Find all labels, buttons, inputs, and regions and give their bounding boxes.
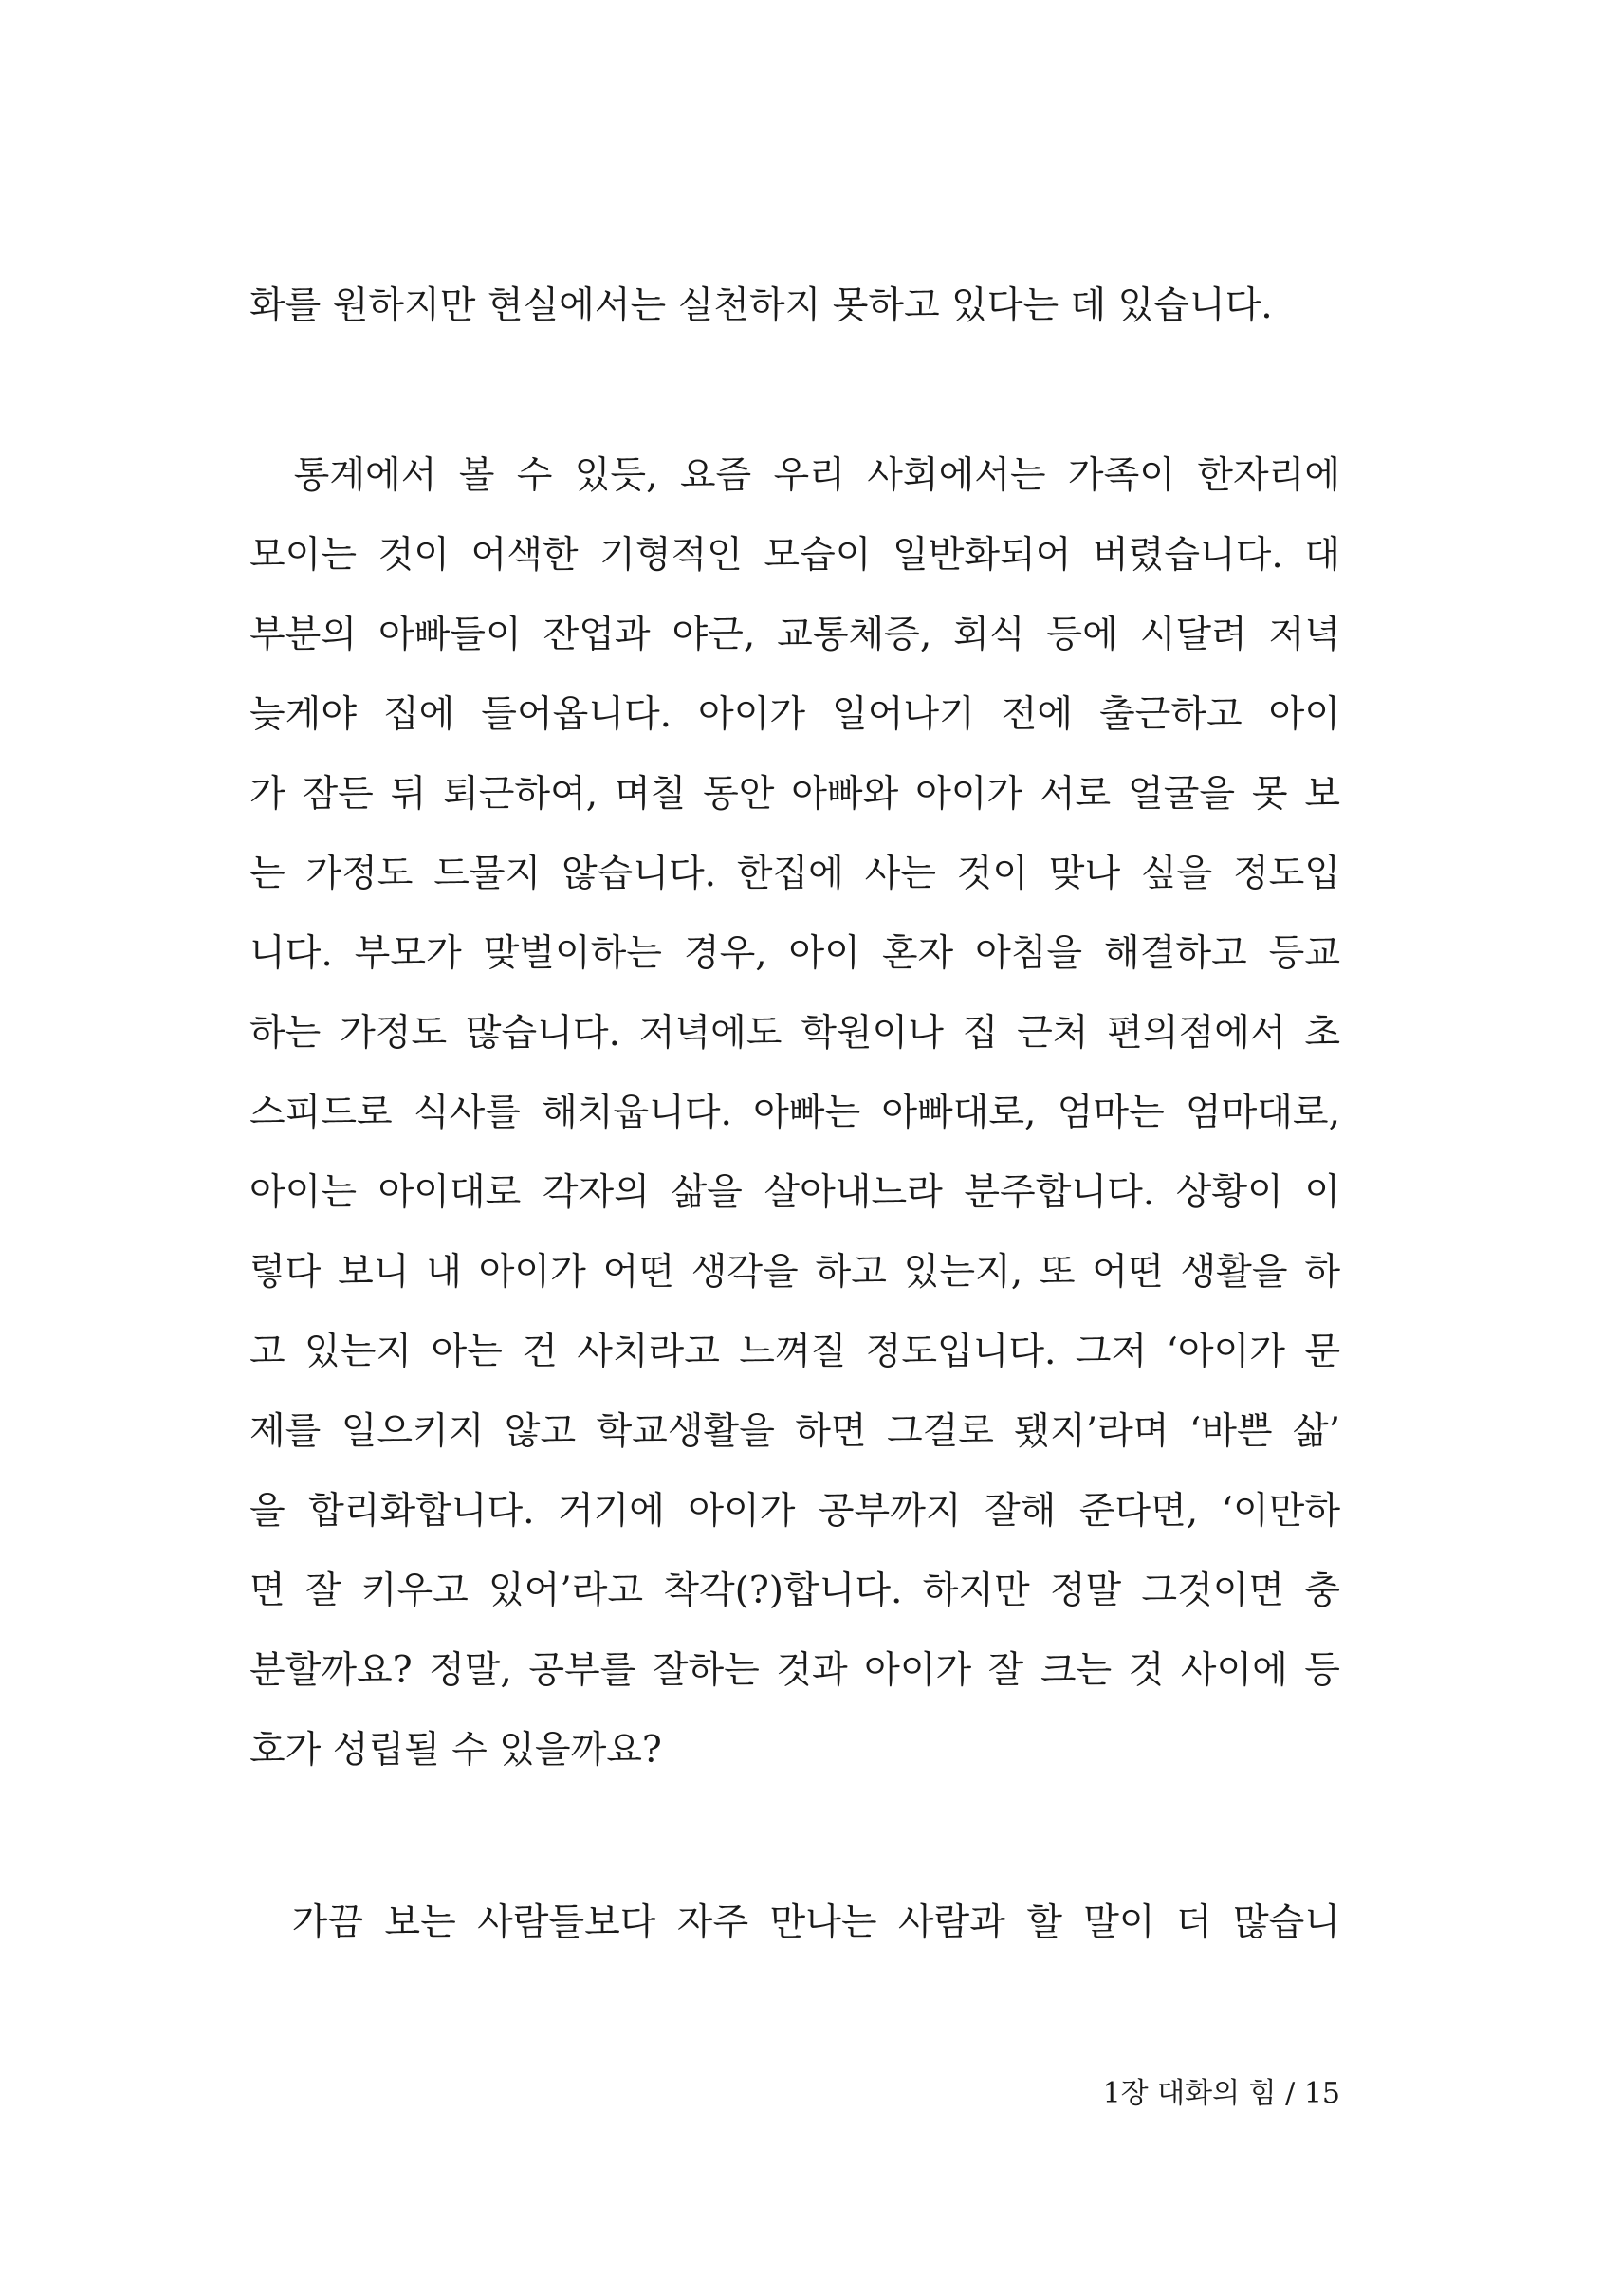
running-head-page-number: 1장 대화의 힘 / 15 [1102, 2077, 1340, 2110]
text-line: 하는 가정도 많습니다. 저녁에도 학원이나 집 근처 편의점에서 초 [249, 1012, 1340, 1055]
text-line: 니다. 부모가 맞벌이하는 경우, 아이 혼자 아침을 해결하고 등교 [249, 932, 1340, 975]
text-line: 면 잘 키우고 있어’라고 착각(?)합니다. 하지만 정말 그것이면 충 [249, 1570, 1340, 1612]
text-line-intro: 화를 원하지만 현실에서는 실천하지 못하고 있다는 데 있습니다. [249, 285, 1273, 327]
text-line: 제를 일으키지 않고 학교생활을 하면 그걸로 됐지’라며 ‘바쁜 삶’ [249, 1410, 1340, 1453]
text-line: 분할까요? 정말, 공부를 잘하는 것과 아이가 잘 크는 것 사이에 등 [249, 1649, 1340, 1692]
text-line: 고 있는지 아는 건 사치라고 느껴질 정도입니다. 그저 ‘아이가 문 [249, 1331, 1340, 1373]
text-line: 아이는 아이대로 각자의 삶을 살아내느라 분주합니다. 상황이 이 [249, 1171, 1340, 1214]
text-line: 가 잠든 뒤 퇴근하여, 며칠 동안 아빠와 아이가 서로 얼굴을 못 보 [249, 773, 1340, 816]
text-line: 렇다 보니 내 아이가 어떤 생각을 하고 있는지, 또 어떤 생활을 하 [249, 1251, 1340, 1294]
text-line-last: 호가 성립될 수 있을까요? [249, 1729, 662, 1772]
text-line: 스피드로 식사를 해치웁니다. 아빠는 아빠대로, 엄마는 엄마대로, [249, 1092, 1340, 1134]
text-line: 는 가정도 드물지 않습니다. 한집에 사는 것이 맞나 싶을 정도입 [249, 853, 1340, 895]
text-line: 부분의 아빠들이 잔업과 야근, 교통체증, 회식 등에 시달려 저녁 [249, 614, 1340, 656]
text-line: 늦게야 집에 들어옵니다. 아이가 일어나기 전에 출근하고 아이 [249, 693, 1340, 736]
text-line-next-paragraph: 가끔 보는 사람들보다 자주 만나는 사람과 할 말이 더 많습니 [249, 1901, 1340, 1944]
text-line: 모이는 것이 어색한 기형적인 모습이 일반화되어 버렸습니다. 대 [249, 534, 1340, 577]
text-line: 통계에서 볼 수 있듯, 요즘 우리 사회에서는 가족이 한자리에 [249, 454, 1340, 497]
text-line: 을 합리화합니다. 거기에 아이가 공부까지 잘해 준다면, ‘이만하 [249, 1490, 1340, 1533]
